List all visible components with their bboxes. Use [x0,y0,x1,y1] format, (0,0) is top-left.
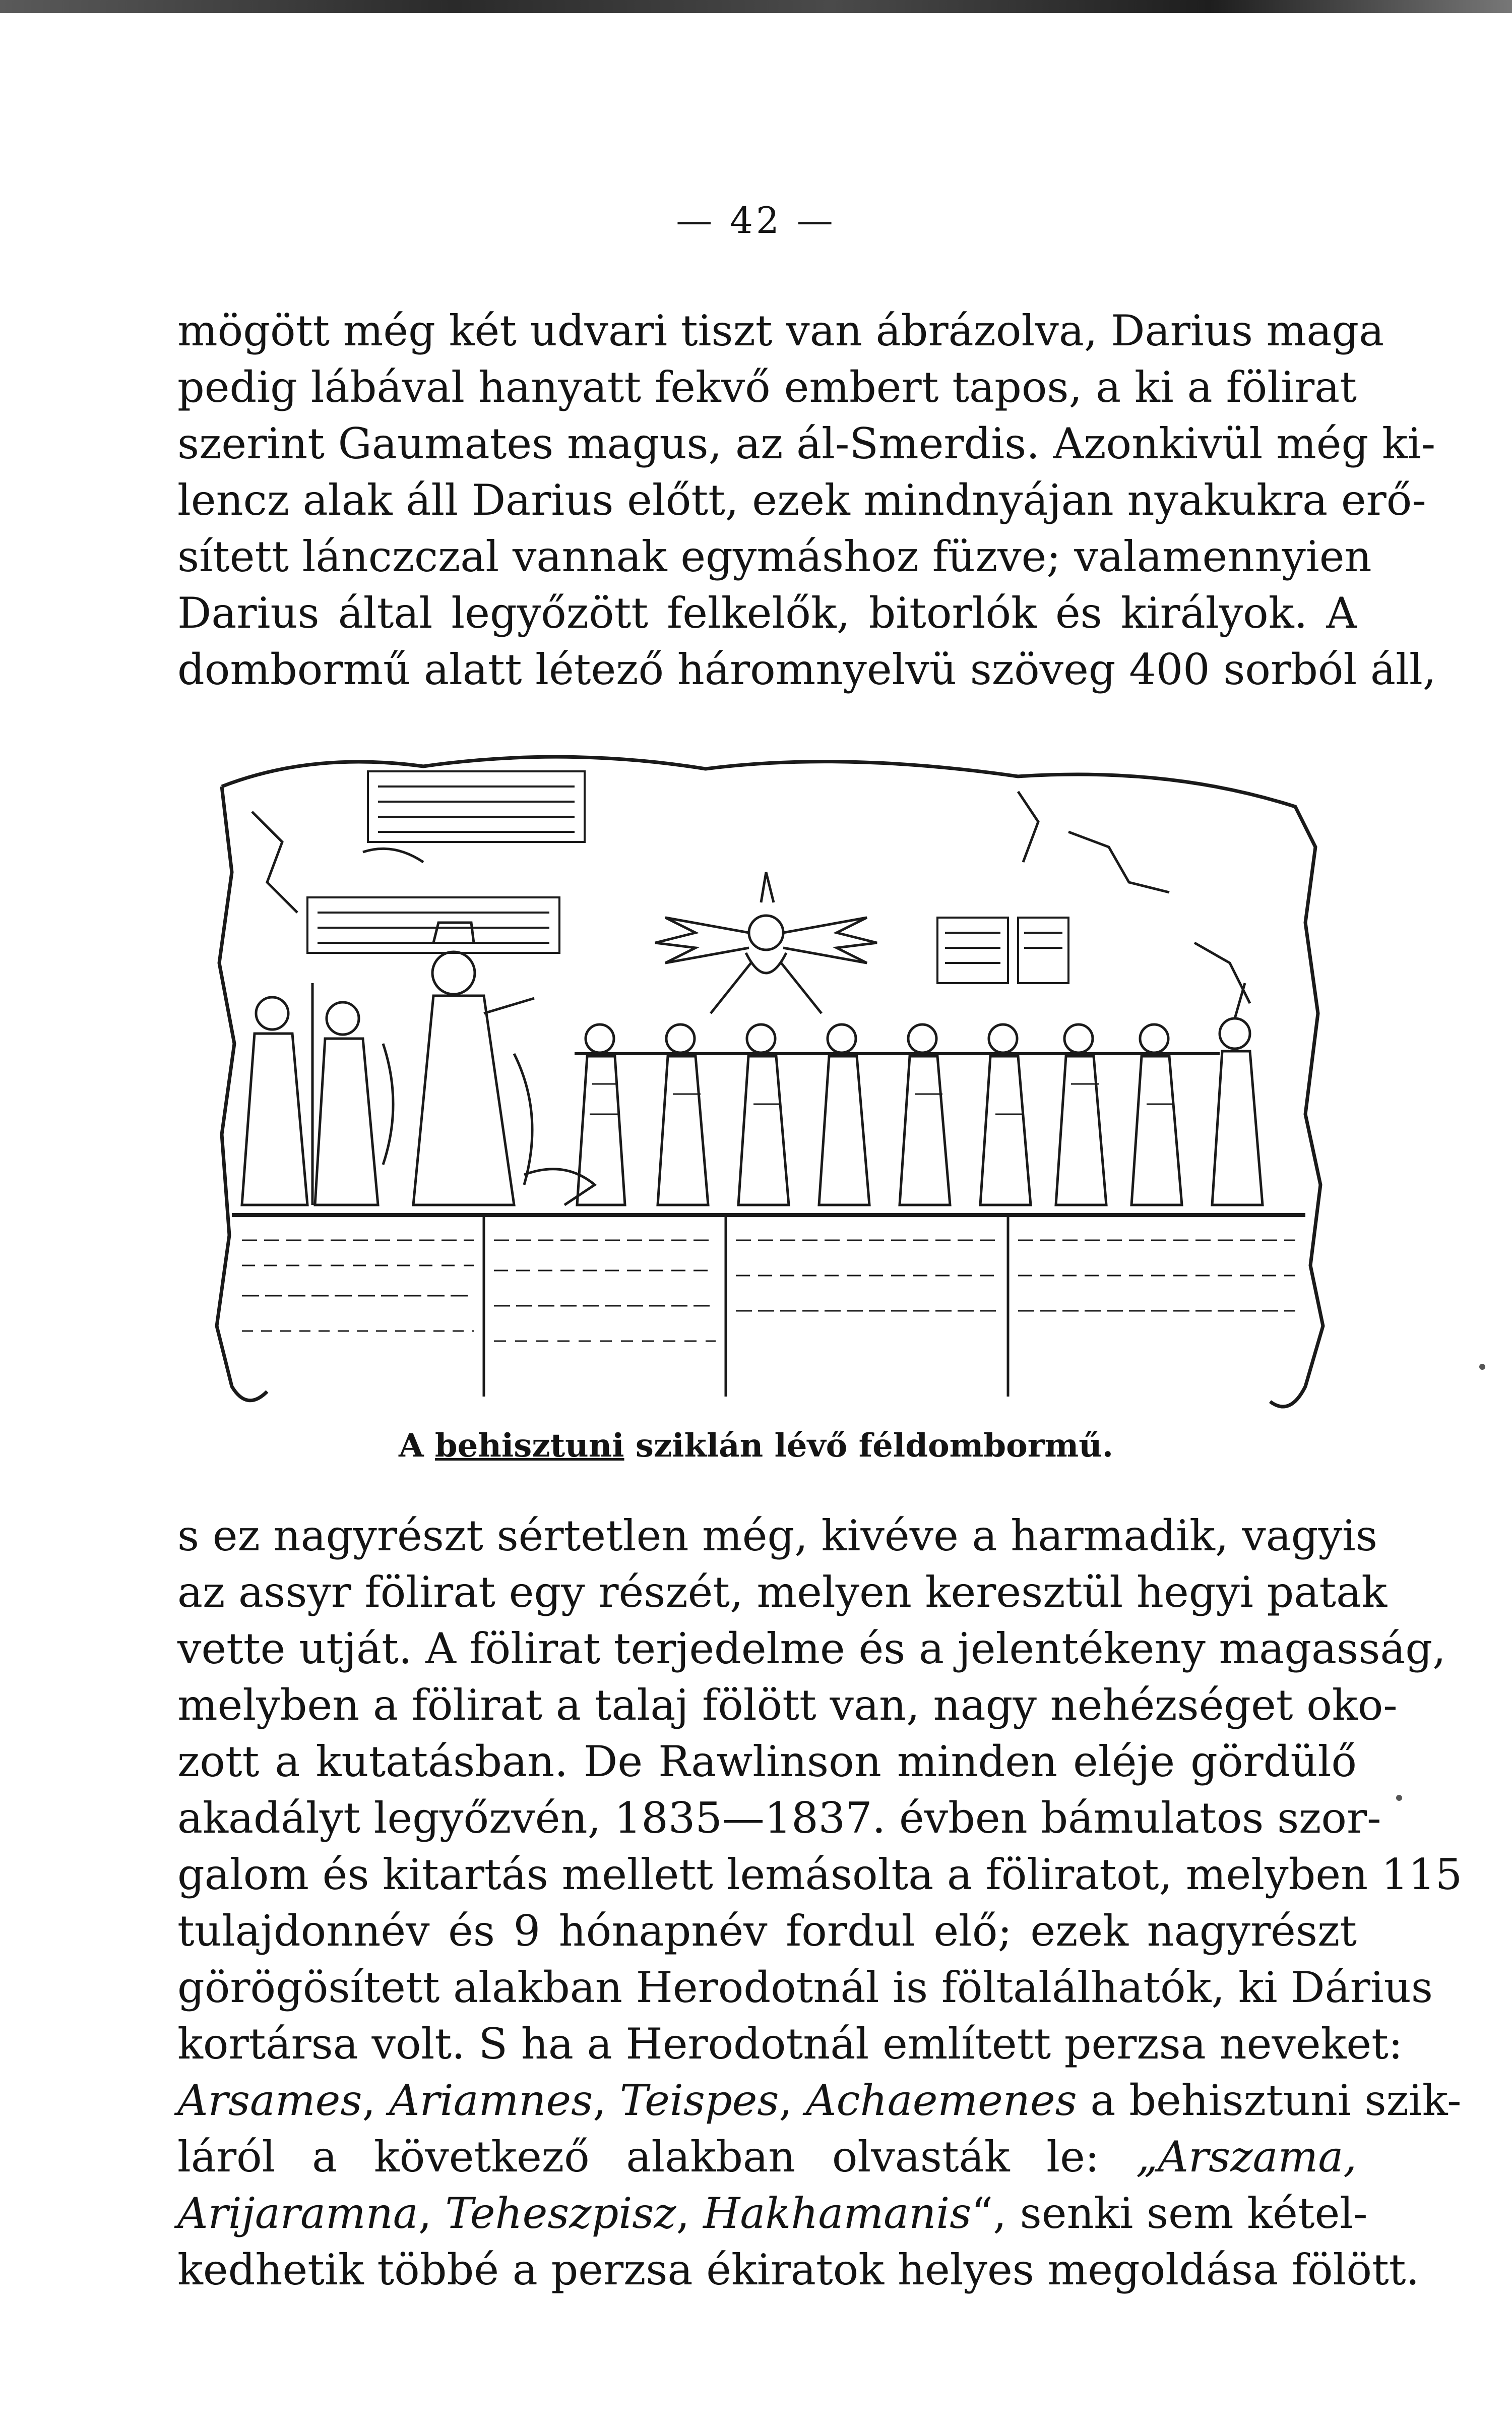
text-line: mögött még két udvari tiszt van ábrázolva, Darius maga [177,306,1384,355]
italic-name: Ariamnes [389,2076,593,2125]
separator: , [779,2076,806,2125]
text-line-quote-2 [177,2185,1368,2242]
page-number: — 42 — [676,199,836,241]
italic-name: Arsames [177,2076,362,2125]
text-line: szerint Gaumates magus, az ál-Smerdis. Azonkivül még ki- [177,419,1436,468]
caption-suffix: sziklán lévő féldombormű. [635,1427,1114,1465]
line-tail: a behisztuni szik- [1077,2076,1462,2125]
text-line: tulajdonnév és 9 hónapnév fordul elő; ezek nagyrészt [177,1906,1357,1956]
caption-underlined-word: behisztuni [434,1427,624,1465]
text-line: sített lánczczal vannak egymáshoz füzve; valamennyien [177,532,1372,581]
text-line: melyben a fölirat a talaj fölött van, nagy nehézséget oko- [177,1680,1398,1730]
text-line: s ez nagyrészt sértetlen még, kivéve a harmadik, vagyis [177,1511,1377,1560]
text-line: görögösített alakban Herodotnál is föltalálhatók, ki Dárius [177,1963,1433,2012]
figure-caption [0,1427,1512,1465]
text-line: lencz alak áll Darius előtt, ezek mindnyájan nyakukra erő- [177,475,1426,525]
text-line: Darius által legyőzött felkelők, bitorlók és királyok. A [177,588,1357,638]
text-line-italic-names [177,2072,1462,2129]
italic-name: Achaemenes [805,2076,1077,2125]
scan-speck [1479,1364,1485,1370]
separator: , [676,2189,704,2238]
italic-name: Arijaramna [177,2189,418,2238]
text-line: az assyr fölirat egy részét, melyen keresztül hegyi patak [177,1567,1388,1617]
italic-name: Hakhamanis [703,2189,972,2238]
text-line: akadályt legyőzvén, 1835—1837. évben bámulatos szor- [177,1793,1381,1843]
text-line: pedig lábával hanyatt fekvő embert tapos, a ki a fölirat [177,362,1357,412]
line-head: láról a következő alakban olvasták le: [177,2132,1136,2182]
separator: , [418,2189,446,2238]
relief-illustration [212,731,1331,1447]
text-line: galom és kitartás mellett lemásolta a föliratot, melyben 115 [177,1850,1463,1899]
text-line-quote [177,2129,1357,2185]
text-line: kortársa volt. S ha a Herodotnál említett perzsa neveket: [177,2019,1403,2069]
text-line: kedhetik többé a perzsa ékiratok helyes megoldása fölött. [177,2245,1420,2294]
paragraph-2 [177,1507,1463,2298]
text-line: dombormű alatt létező háromnyelvü szöveg 400 sorból áll, [177,645,1436,694]
text-line: zott a kutatásban. De Rawlinson minden eléje gördülő [177,1737,1357,1786]
faravahar-symbol [655,872,877,1013]
separator: , [593,2076,620,2125]
separator: , [362,2076,389,2125]
text-line: vette utját. A fölirat terjedelme és a jelentékeny magasság, [177,1624,1446,1673]
italic-name: Teheszpisz [445,2189,676,2238]
caption-prefix: A [398,1427,424,1465]
scan-top-edge [0,0,1512,13]
paragraph-1 [177,302,1436,698]
italic-name: Teispes [619,2076,779,2125]
scan-speck [1396,1795,1402,1801]
italic-name: „Arszama, [1136,2132,1357,2182]
line-tail: “, senki sem kétel- [971,2189,1368,2238]
